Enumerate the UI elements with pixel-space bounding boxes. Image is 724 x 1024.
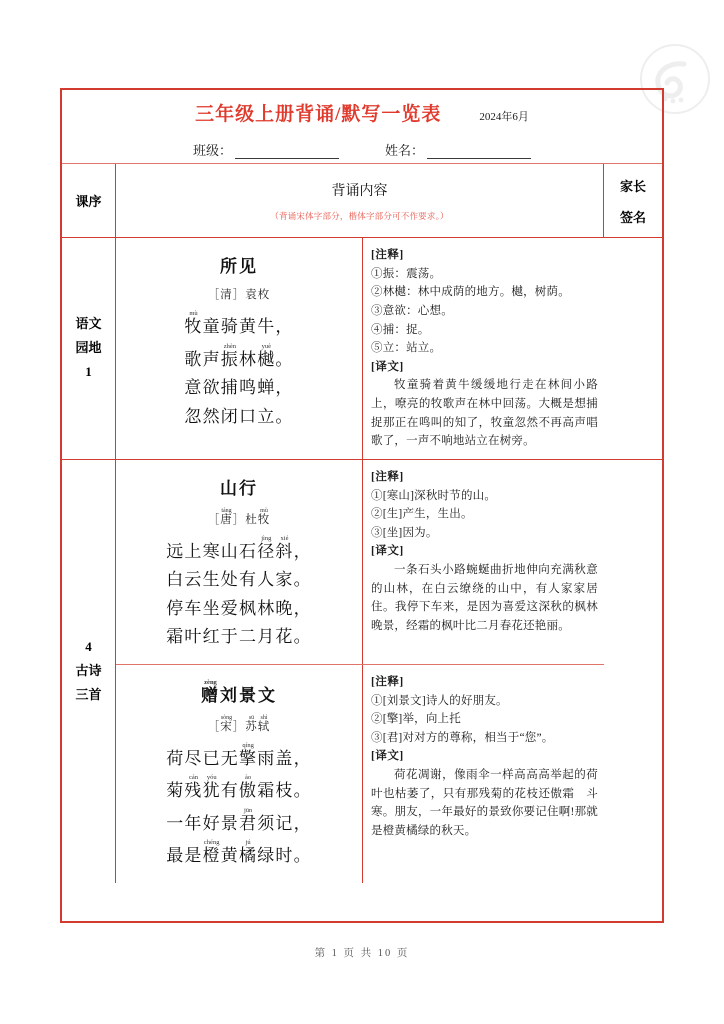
note-item: ③[君]对对方的尊称，相当于“您”。: [371, 731, 554, 744]
poem-text-panel: [116, 665, 363, 883]
pinyin: shì: [257, 714, 271, 721]
pinyin: yóu: [202, 774, 221, 782]
pinyin-annotated-char: 橘jú: [239, 839, 258, 866]
poem-block: [116, 238, 604, 459]
note-item: ①[刘景文]诗人的好朋友。: [371, 694, 508, 707]
poem-line: 停车坐爱枫林晚，: [166, 598, 312, 618]
translation-header: [译文]: [371, 750, 404, 763]
poem-title: 赠zèng刘景文: [201, 678, 277, 705]
poem-text-panel: [116, 238, 363, 459]
pinyin: xié: [275, 534, 294, 542]
poem-author: ［清］袁枚: [207, 289, 271, 301]
pinyin-annotated-char: 傲ào: [239, 774, 258, 801]
lesson-order-line: 园地: [75, 340, 102, 356]
class-field-label: 班级：: [192, 143, 232, 158]
pinyin-annotated-char: 橙chéng: [202, 839, 221, 866]
poem-notes-panel: [363, 665, 604, 883]
poem-lines: [166, 535, 312, 650]
pinyin: zèng: [201, 678, 220, 686]
poem-notes-panel: [363, 238, 604, 459]
pinyin: jìng: [257, 534, 276, 542]
poem-line: 荷尽已无擎qíng雨盖，: [166, 741, 312, 768]
note-item: ⑤立：站立。: [371, 342, 442, 355]
table-body: [62, 238, 662, 883]
table-row: [62, 238, 662, 460]
pinyin-annotated-char: 斜xié: [275, 534, 294, 561]
translation-text: 荷花凋谢，像雨伞一样高高高举起的荷叶也枯萎了，只有那残菊的花枝还傲霜 斗寒。朋友，一年最好的景致你要记住啊!那就是橙黄橘绿的秋天。: [371, 769, 598, 837]
pinyin: jūn: [239, 806, 258, 814]
pinyin-annotated-char: 樾yuè: [257, 342, 276, 369]
pinyin: táng: [220, 507, 233, 514]
column-header-content-note: （背诵宋体字部分，楷体字部分可不作要求。）: [270, 210, 449, 221]
pinyin-annotated-char: 宋sòng: [220, 714, 233, 733]
signature-cell[interactable]: [604, 460, 662, 883]
recitation-content-cell: [116, 460, 604, 883]
column-header-order: 课序: [62, 164, 116, 237]
note-item: ②[擎]举，向上托: [371, 713, 461, 726]
poem-line: 一年好景君jūn须记，: [166, 806, 312, 833]
poem-lines: [166, 742, 312, 869]
poem-block: [116, 460, 604, 665]
lesson-order-line: 古诗: [75, 663, 102, 679]
lesson-order-line: 4: [85, 639, 92, 655]
pinyin-annotated-char: 残cán: [184, 774, 203, 801]
poem-line: 歌声振zhèn林樾yuè。: [184, 342, 294, 369]
lesson-order-line: 语文: [75, 316, 102, 332]
signature-cell[interactable]: [604, 238, 662, 459]
poem-line: 最是橙chéng黄橘jú绿时。: [166, 839, 312, 866]
signature-label-line1: 家长: [619, 178, 646, 194]
pinyin-annotated-char: 轼shì: [257, 714, 271, 733]
table-header-row: [62, 164, 662, 238]
pinyin-annotated-char: 径jìng: [257, 534, 276, 561]
lesson-order-cell: [62, 238, 116, 459]
pinyin: mù: [257, 507, 271, 514]
poem-line: 忽然闭口立。: [184, 406, 294, 426]
column-header-content: [116, 164, 604, 237]
pinyin: yuè: [257, 342, 276, 350]
page-title: 三年级上册背诵/默写一览表: [195, 104, 442, 125]
note-item: ①[寒山]深秋时节的山。: [371, 489, 497, 502]
name-field-label: 姓名：: [385, 143, 425, 158]
pinyin-annotated-char: 振zhèn: [220, 342, 239, 369]
pinyin: jú: [239, 839, 258, 847]
note-item: ②[生]产生，生出。: [371, 508, 473, 521]
table-row: [62, 460, 662, 883]
note-item: ②林樾：林中成荫的地方。樾，树荫。: [371, 286, 570, 299]
column-header-content-title: 背诵内容: [331, 183, 388, 199]
worksheet-table: [60, 88, 664, 923]
notes-header: [注释]: [371, 470, 404, 483]
note-item: ④捕：捉。: [371, 323, 430, 336]
note-item: ①振：震荡。: [371, 267, 442, 280]
pinyin: sū: [245, 714, 258, 721]
document-date: 2024年6月: [479, 111, 529, 123]
document-header: [62, 90, 662, 164]
name-field[interactable]: [385, 140, 531, 159]
pinyin: zhèn: [220, 342, 239, 350]
poem-notes-panel: [363, 460, 604, 664]
pinyin: ào: [239, 774, 258, 782]
note-item: ③[坐]因为。: [371, 526, 438, 539]
lesson-order-line: 三首: [75, 687, 102, 703]
pinyin: mù: [184, 310, 203, 317]
class-field-blank[interactable]: [235, 145, 339, 159]
pinyin-annotated-char: 赠zèng: [201, 678, 220, 705]
page-footer: 第 1 页 共 10 页: [314, 948, 410, 959]
poem-title: 所见: [220, 257, 258, 276]
translation-text: 牧童骑着黄牛缓缓地行走在林间小路上，嘹亮的牧歌声在林中回荡。大概是想捕捉那正在鸣叫的知了，牧童忽然不再高声唱歌了，一声不响地站立在树旁。: [371, 379, 598, 448]
pinyin-annotated-char: 牧mù: [257, 507, 271, 526]
lesson-order-cell: [62, 460, 116, 883]
poem-title: 山行: [220, 478, 258, 498]
pinyin-annotated-char: 苏sū: [245, 714, 258, 733]
name-field-blank[interactable]: [427, 145, 531, 159]
poem-line: 意欲捕鸣蝉，: [184, 378, 294, 397]
poem-text-panel: [116, 460, 363, 664]
poem-block: [116, 665, 604, 883]
translation-header: [译文]: [371, 545, 404, 558]
poem-line: 菊残cán犹yóu有傲ào霜枝。: [166, 774, 312, 801]
lesson-order-line: 1: [85, 364, 92, 380]
pinyin-annotated-char: 擎qíng: [239, 741, 258, 768]
poem-line: 霜叶红于二月花。: [166, 627, 312, 647]
pinyin-annotated-char: 牧mù: [184, 310, 203, 336]
poem-line: 远上寒山石径jìng斜xié，: [166, 534, 312, 561]
column-header-signature: [604, 164, 662, 237]
poem-lines: [184, 310, 293, 429]
pinyin: sòng: [220, 714, 233, 721]
recitation-content-cell: [116, 238, 604, 459]
poem-author: ［宋sòng］苏sū轼shì: [207, 714, 271, 733]
notes-header: [注释]: [371, 675, 404, 688]
pinyin-annotated-char: 唐táng: [220, 507, 233, 526]
pinyin: qíng: [239, 741, 258, 749]
pinyin: chéng: [202, 839, 221, 847]
poem-line: 牧mù童骑黄牛，: [184, 310, 294, 336]
translation-text: 一条石头小路蜿蜒曲折地伸向充满秋意的山林，在白云缭绕的山中，有人家家居住。我停下车来，是因为喜爱这深秋的枫林晚景，经霜的枫叶比二月春花还艳丽。: [371, 564, 598, 632]
pinyin-annotated-char: 君jūn: [239, 806, 258, 833]
pinyin: cán: [184, 774, 203, 782]
notes-header: [注释]: [371, 249, 404, 261]
signature-label-line2: 签名: [619, 209, 646, 225]
translation-header: [译文]: [371, 360, 404, 373]
pinyin-annotated-char: 犹yóu: [202, 774, 221, 801]
poem-author: ［唐táng］杜牧mù: [207, 507, 271, 526]
poem-line: 白云生处有人家。: [166, 570, 312, 590]
class-field[interactable]: [193, 140, 339, 159]
note-item: ③意欲：心想。: [371, 304, 453, 317]
